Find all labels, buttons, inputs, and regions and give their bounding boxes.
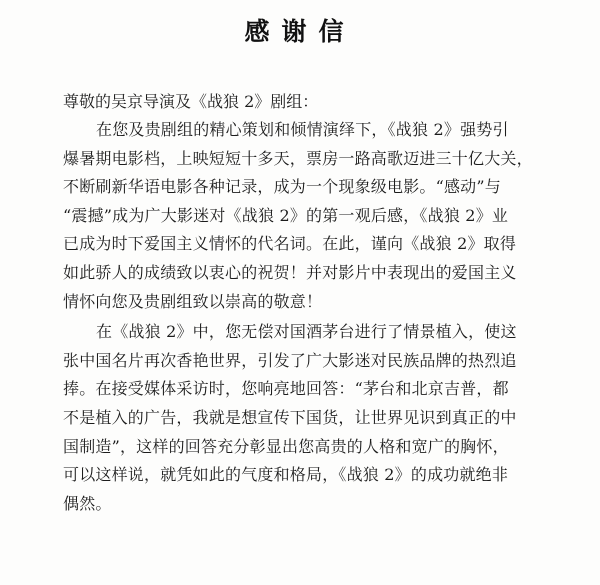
- paragraph-line: 张中国名片再次香艳世界，引发了广大影迷对民族品牌的热烈追: [63, 350, 517, 370]
- letter-body: [63, 88, 553, 518]
- paragraph-line: 不断刷新华语电影各种记录，成为一个现象级电影。“感动”与: [63, 177, 501, 197]
- letter-greeting: 尊敬的吴京导演及《战狼 2》剧组：: [63, 92, 319, 111]
- paragraph-2: [63, 318, 553, 518]
- paragraph-line: 情怀向您及贵剧组致以崇高的敬意！: [63, 291, 323, 311]
- paragraph-line: 不是植入的广告，我就是想宣传下国货，让世界见识到真正的中: [63, 407, 517, 427]
- paragraph-line: 捧。在接受媒体采访时，您响亮地回答：“茅台和北京吉普，都: [63, 379, 509, 399]
- letter-title: 感谢信: [244, 17, 356, 46]
- paragraph-line: 可以这样说，就凭如此的气度和格局，《战狼 2》的成功就绝非: [63, 465, 509, 485]
- paragraph-line: 在《战狼 2》中，您无偿对国酒茅台进行了情景植入，使这: [96, 322, 517, 342]
- paragraph-line: 国制造”，这样的回答充分彰显出您高贵的人格和宽广的胸怀，: [63, 436, 509, 456]
- paragraph-line: 偶然。: [63, 493, 112, 513]
- paragraph-line: 爆暑期电影档，上映短短十多天，票房一路高歌迈进三十亿大关，: [63, 148, 533, 168]
- paragraph-line: “震撼”成为广大影迷对《战狼 2》的第一观后感，《战狼 2》业: [63, 205, 509, 225]
- paragraph-1: [63, 116, 553, 316]
- paragraph-line: 已成为时下爱国主义情怀的代名词。在此，谨向《战狼 2》取得: [63, 234, 517, 254]
- paragraph-line: 如此骄人的成绩致以衷心的祝贺！并对影片中表现出的爱国主义: [63, 262, 517, 282]
- paragraph-line: 在您及贵剧组的精心策划和倾情演绎下，《战狼 2》强势引: [96, 120, 509, 139]
